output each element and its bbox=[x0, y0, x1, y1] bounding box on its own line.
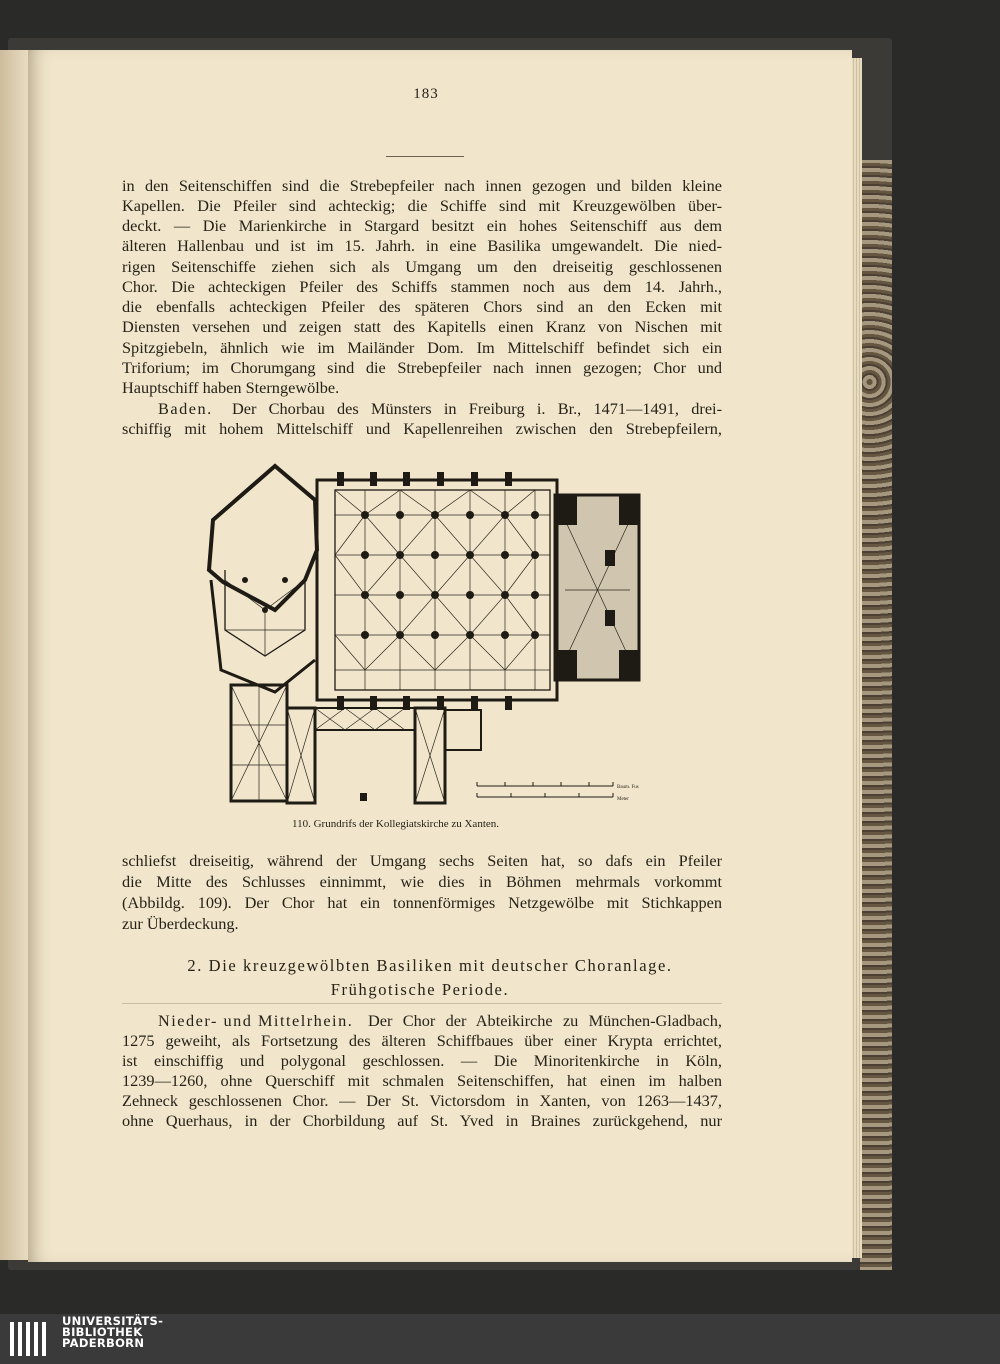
text-line: älteren Hallenbau und ist im 15. Jahrh. in eine Basilika umgewandelt. Die nied- bbox=[122, 236, 722, 255]
library-name-line: UNIVERSITÄTS- bbox=[62, 1314, 164, 1328]
text-line: Hauptschiff haben Sterngewölbe. bbox=[122, 378, 340, 397]
text-line: zur Überdeckung. bbox=[122, 914, 239, 933]
figure-caption: 110. Grundrifs der Kollegiatskirche zu Xanten. bbox=[292, 818, 500, 830]
text-line: Diensten versehen und zeigen statt des Kapitells einen Kranz von Nischen mit bbox=[122, 317, 722, 336]
paragraph-lead-baden: Baden. bbox=[158, 399, 213, 418]
scale-label-top: Baum. Fus bbox=[617, 785, 639, 790]
text-line: schiffig mit hohem Mittelschiff und Kapellenreihen zwischen den Strebepfeilern, bbox=[122, 419, 722, 438]
scale-label-bottom: Meter bbox=[617, 797, 629, 802]
library-logo-icon bbox=[8, 1320, 56, 1360]
text-line: in den Seitenschiffen sind die Strebepfeiler nach innen gezogen und bilden kleine bbox=[122, 176, 722, 195]
text-line: Der Chor der Abteikirche zu München-Gladbach, bbox=[368, 1011, 722, 1030]
text-line: Triforium; im Chorumgang sind die Strebepfeiler nach innen gezogen; Chor und bbox=[122, 358, 722, 377]
library-name bbox=[62, 1316, 163, 1349]
section-subheading: Frühgotische Periode. bbox=[330, 980, 510, 999]
text-line: 1275 geweiht, als Fortsetzung des älteren Schiffbaues über einer Krypta errichtet, bbox=[122, 1031, 722, 1050]
library-name-line: BIBLIOTHEK bbox=[62, 1325, 143, 1339]
text-line: die ebenfalls achteckigen Pfeiler des späteren Chors sind an den Ecken mit bbox=[122, 297, 722, 316]
page-number: 183 bbox=[413, 86, 439, 102]
text-line: ist einschiffig und polygonal geschlossen. — Die Minoritenkirche in Köln, bbox=[122, 1051, 722, 1070]
text-line: Kapellen. Die Pfeiler sind achteckig; die Schiffe sind mit Kreuzgewölben über- bbox=[122, 196, 722, 215]
library-name-line: PADERBORN bbox=[62, 1336, 145, 1350]
section-heading: 2. Die kreuzgewölbten Basiliken mit deutscher Choranlage. bbox=[187, 956, 673, 975]
text-line: Chor. Die achteckigen Pfeiler des Schiffs stammen noch aus dem 14. Jahrh., bbox=[122, 277, 722, 296]
text-line: Spitzgiebeln, ähnlich wie im Mailänder Dom. Im Mittelschiff befindet sich ein bbox=[122, 338, 722, 357]
paragraph-lead-rhein: Nieder- und Mittelrhein. bbox=[158, 1011, 354, 1030]
text-line: rigen Seitenschiffe ziehen sich als Umgang um den dreiseitig geschlossenen bbox=[122, 257, 722, 276]
text-line: (Abbildg. 109). Der Chor hat ein tonnenförmiges Netzgewölbe mit Stichkappen bbox=[122, 893, 722, 912]
floor-plan-figure bbox=[205, 460, 645, 810]
marbled-endpaper bbox=[860, 160, 892, 1270]
heading-rule bbox=[122, 1003, 722, 1004]
text-line: 1239—1260, ohne Querschiff mit schmalen Seitenschiffen, hat einen im halben bbox=[122, 1071, 722, 1090]
text-line: schliefst dreiseitig, während der Umgang sechs Seiten hat, so dafs ein Pfeiler bbox=[122, 851, 722, 870]
text-line: deckt. — Die Marienkirche in Stargard besitzt ein hohes Seitenschiff aus dem bbox=[122, 216, 722, 235]
text-line: Zehneck geschlossenen Chor. — Der St. Victorsdom in Xanten, von 1263—1437, bbox=[122, 1091, 722, 1110]
page-number-rule bbox=[386, 156, 464, 157]
text-line: die Mitte des Schlusses einnimmt, wie dies in Böhmen mehrmals vorkommt bbox=[122, 872, 722, 891]
text-line: ohne Querhaus, in der Chorbildung auf St. Yved in Braines zurückgehend, nur bbox=[122, 1111, 722, 1130]
left-page-edge bbox=[0, 50, 28, 1260]
text-line: Der Chorbau des Münsters in Freiburg i. Br., 1471—1491, drei- bbox=[232, 399, 722, 418]
